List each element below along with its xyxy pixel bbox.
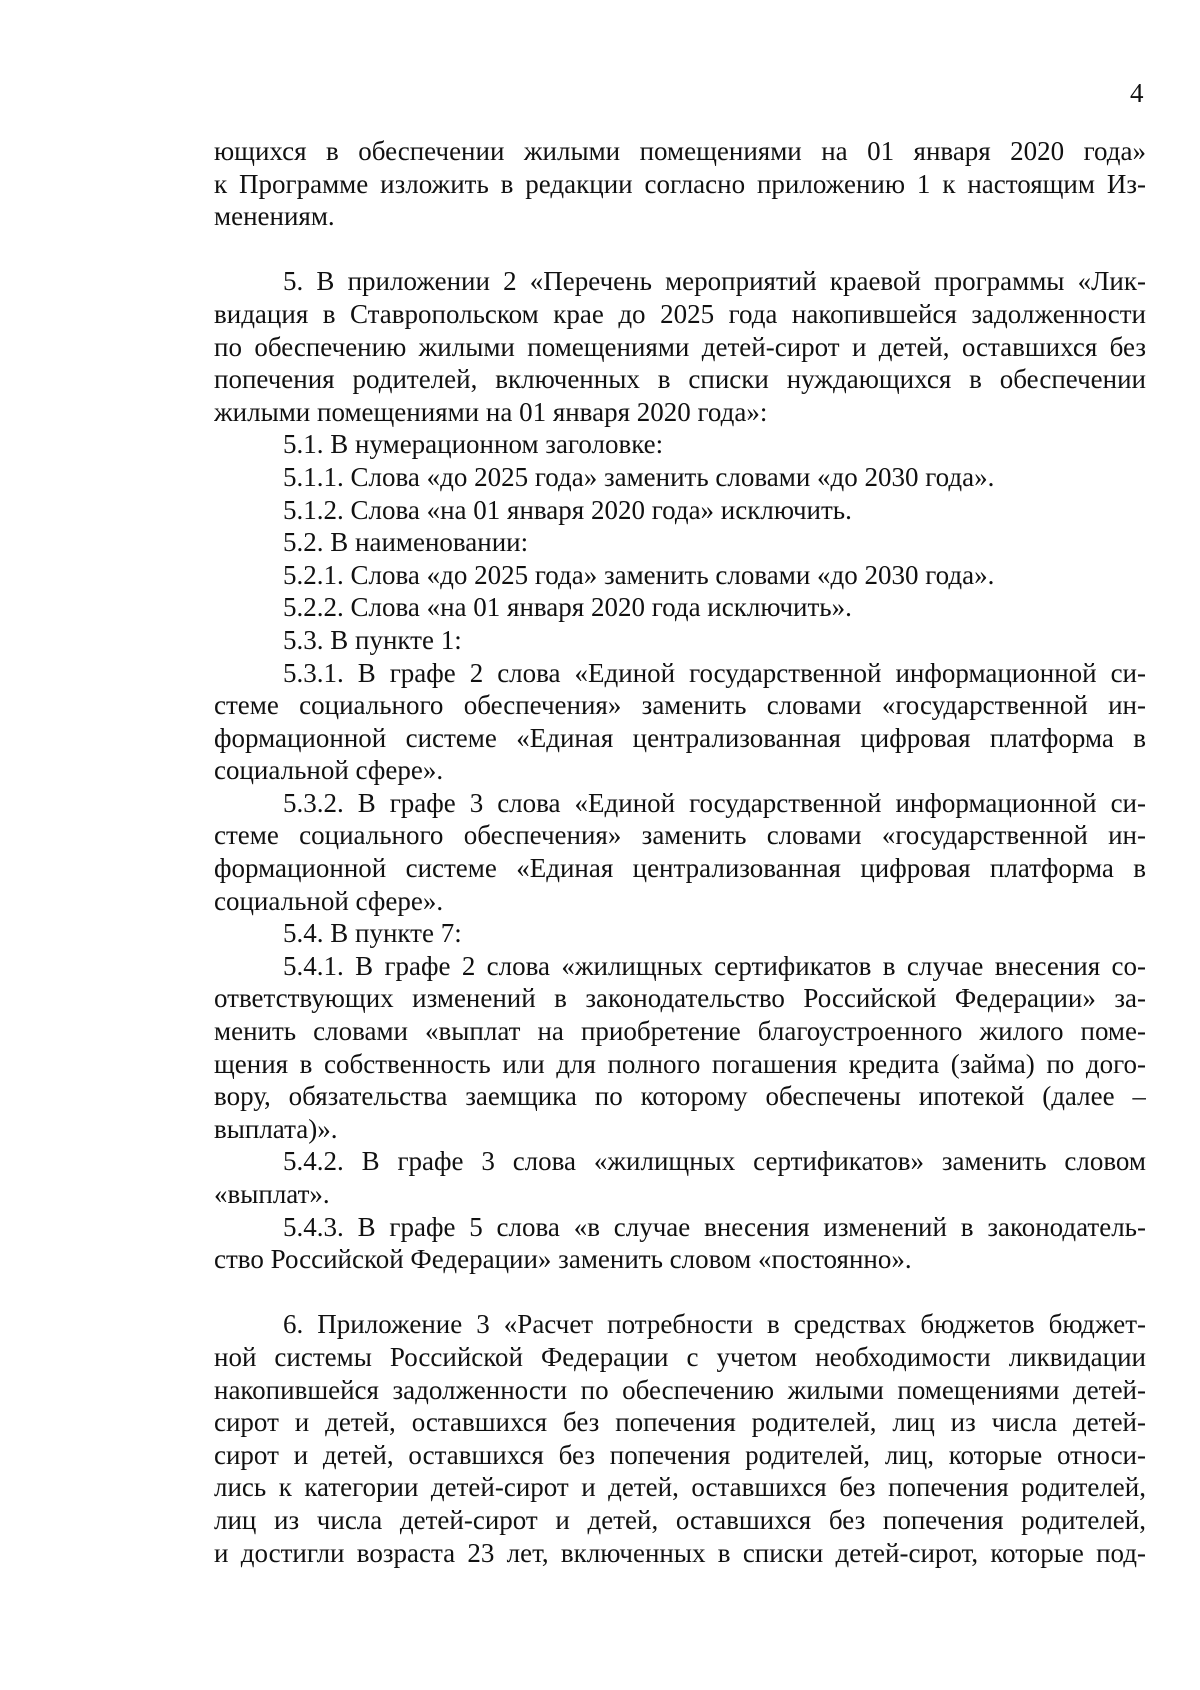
text-line: жилыми помещениями на 01 января 2020 года»:: [214, 396, 768, 427]
text-line: формационной системе «Единая централизованная цифровая платформа в: [214, 853, 1146, 884]
text-line: по обеспечению жилыми помещениями детей-сирот и детей, оставшихся без: [214, 331, 1146, 362]
text-line: 5.2. В наименовании:: [283, 527, 529, 558]
text-line: лись к категории детей-сирот и детей, оставшихся без попечения родителей,: [214, 1472, 1146, 1503]
text-line: ной системы Российской Федерации с учетом необходимости ликвидации: [214, 1341, 1146, 1372]
paragraph-gap: [214, 1276, 1146, 1309]
paragraph: [214, 1308, 1146, 1569]
text-line: 5.1. В нумерационном заголовке:: [283, 429, 664, 460]
paragraph-gap: [214, 233, 1146, 266]
text-line: 5.4.2. В графе 3 слова «жилищных сертификатов» заменить словом: [283, 1146, 1146, 1177]
text-line: 5.3.1. В графе 2 слова «Единой государственной информационной си-: [283, 657, 1146, 688]
text-line: 5. В приложении 2 «Перечень мероприятий краевой программы «Лик-: [283, 266, 1146, 297]
text-line: вору, обязательства заемщика по которому обеспечены ипотекой (далее –: [214, 1081, 1146, 1112]
paragraph: [214, 135, 1146, 233]
text-line: щения в собственность или для полного погашения кредита (займа) по дого-: [214, 1048, 1146, 1079]
text-line: 5.4.3. В графе 5 слова «в случае внесения изменений в законодатель-: [283, 1211, 1146, 1242]
text-line: 5.3. В пункте 1:: [283, 624, 462, 655]
text-line: ответствующих изменений в законодательство Российской Федерации» за-: [214, 983, 1146, 1014]
text-line: 6. Приложение 3 «Расчет потребности в средствах бюджетов бюджет-: [283, 1309, 1146, 1340]
document-body: [214, 135, 1146, 1569]
text-line: ющихся в обеспечении жилыми помещениями на 01 января 2020 года»: [214, 136, 1146, 166]
text-line: лиц из числа детей-сирот и детей, оставшихся без попечения родителей,: [214, 1504, 1146, 1535]
page-number: 4: [1130, 78, 1144, 108]
text-line: стеме социального обеспечения» заменить словами «государственной ин-: [214, 690, 1146, 721]
text-line: 5.4. В пункте 7:: [283, 918, 462, 949]
text-line: выплата)».: [214, 1113, 338, 1144]
text-line: видация в Ставропольском крае до 2025 года накопившейся задолженности: [214, 298, 1146, 329]
text-line: менениям.: [214, 201, 335, 232]
text-line: стеме социального обеспечения» заменить словами «государственной ин-: [214, 820, 1146, 851]
text-line: 5.4.1. В графе 2 слова «жилищных сертификатов в случае внесения со-: [283, 950, 1146, 981]
text-line: 5.1.2. Слова «на 01 января 2020 года» исключить.: [283, 494, 852, 525]
text-line: 5.3.2. В графе 3 слова «Единой государственной информационной си-: [283, 787, 1146, 818]
text-line: ство Российской Федерации» заменить словом «постоянно».: [214, 1244, 912, 1275]
text-line: менить словами «выплат на приобретение благоустроенного жилого поме-: [214, 1016, 1146, 1047]
text-line: накопившейся задолженности по обеспечению жилыми помещениями детей-: [214, 1374, 1146, 1405]
text-line: 5.1.1. Слова «до 2025 года» заменить словами «до 2030 года».: [283, 461, 995, 492]
text-line: социальной сфере».: [214, 755, 444, 786]
text-line: попечения родителей, включенных в списки нуждающихся в обеспечении: [214, 364, 1146, 395]
text-line: 5.2.2. Слова «на 01 января 2020 года исключить».: [283, 592, 852, 623]
paragraph: [214, 265, 1146, 1275]
text-line: формационной системе «Единая централизованная цифровая платформа в: [214, 722, 1146, 753]
text-line: социальной сфере».: [214, 885, 444, 916]
text-line: сирот и детей, оставшихся без попечения родителей, лиц, которые относи-: [214, 1439, 1146, 1470]
text-line: 5.2.1. Слова «до 2025 года» заменить словами «до 2030 года».: [283, 559, 995, 590]
text-line: и достигли возраста 23 лет, включенных в списки детей-сирот, которые под-: [214, 1537, 1146, 1568]
text-line: к Программе изложить в редакции согласно приложению 1 к настоящим Из-: [214, 168, 1146, 199]
text-line: сирот и детей, оставшихся без попечения родителей, лиц из числа детей-: [214, 1407, 1146, 1438]
text-line: «выплат».: [214, 1179, 330, 1209]
